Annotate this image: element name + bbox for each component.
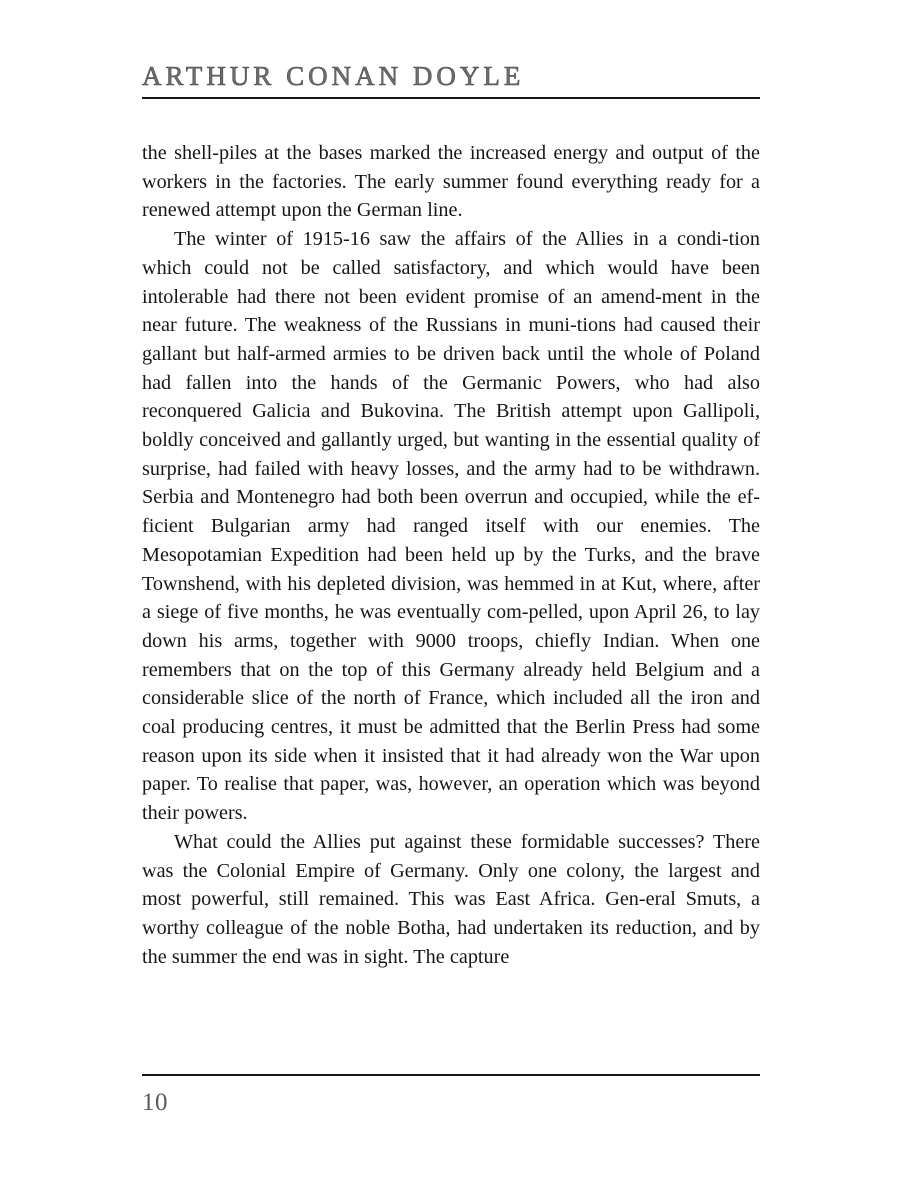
body-text-column bbox=[142, 139, 760, 971]
header-rule bbox=[142, 97, 760, 99]
footer-rule bbox=[142, 1074, 760, 1076]
paragraph: The winter of 1915-​16 saw the affairs of the Allies in a condi-​tion which could not be called satisfactory, and which would have been intolerable had there not been evident promise of an amend-​ment in the near future. The weakness of the Russians in muni-​tions had caused their gallant but half-​armed armies to be driven back until the whole of Poland had fallen into the hands of the Germanic Powers, who had also reconquered Galicia and Bukovina. The British attempt upon Gallipoli, boldly conceived and gallantly urged, but wanting in the essential quality of surprise, had failed with heavy losses, and the army had to be withdrawn. Serbia and Montenegro had both been overrun and occupied, while the ef-​ficient Bulgarian army had ranged itself with our enemies. The Mesopotamian Expedition had been held up by the Turks, and the brave Townshend, with his depleted division, was hemmed in at Kut, where, after a siege of five months, he was eventually com-​pelled, upon April 26, to lay down his arms, together with 9000 troops, chiefly Indian. When one remembers that on the top of this Germany already held Belgium and a considerable slice of the north of France, which included all the iron and coal producing centres, it must be admitted that the Berlin Press had some reason upon its side when it insisted that it had already won the War upon paper. To realise that paper, was, however, an operation which was beyond their powers. bbox=[142, 228, 760, 825]
paragraph: the shell-​piles at the bases marked the increased energy and output of the workers in the factories. The early summer found everything ready for a renewed attempt upon the German line. bbox=[142, 142, 760, 222]
running-head-title: ARTHUR CONAN DOYLE bbox=[142, 61, 525, 91]
running-head bbox=[142, 62, 762, 90]
page-number: 10 bbox=[142, 1089, 168, 1116]
paragraph: What could the Allies put against these formidable successes? There was the Colonial Empire of Germany. Only one colony, the largest and most powerful, still remained. This was East Africa. Gen-​eral Smuts, a worthy colleague of the noble Botha, had undertaken its reduction, and by the summer the end was in sight. The capture bbox=[142, 830, 760, 968]
